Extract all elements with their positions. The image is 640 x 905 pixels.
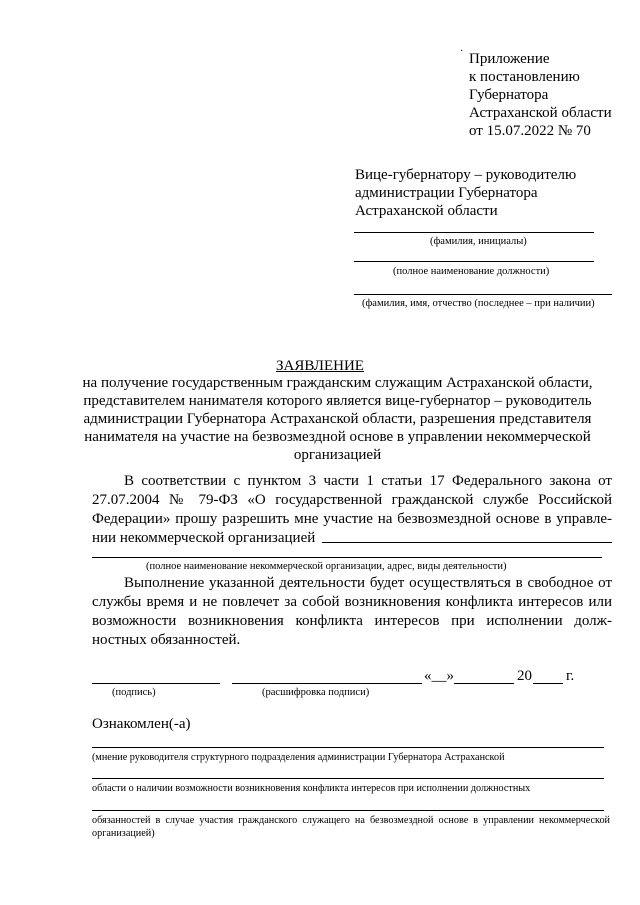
title-description — [60, 374, 615, 464]
opinion-line-3 — [92, 810, 604, 811]
date-year-line — [533, 683, 563, 684]
title-line-4: нанимателя на участие на безвозмездной основе в управлении некоммерческой — [84, 429, 591, 445]
addressee-caption-name: (фамилия, инициалы) — [430, 236, 527, 247]
caption-signature-decoding: (расшифровка подписи) — [262, 687, 370, 698]
appendix-line-1: Приложение — [469, 51, 550, 67]
addressee-caption-position: (полное наименование должности) — [393, 266, 550, 277]
org-caption: (полное наименование некоммерческой организации, адрес, виды деятельности) — [146, 561, 507, 572]
opinion-caption-1: (мнение руководителя структурного подразделения администрации Губернатора Астраханской — [92, 752, 505, 763]
opinion-line-1 — [92, 747, 604, 748]
date-day-field: «__» — [424, 668, 454, 684]
signature-decoding-line — [232, 683, 422, 684]
opinion-caption-3: обязанностей в случае участия гражданского служащего на безвозмездной основе в управлении некоммерческой организацией) — [92, 815, 610, 839]
appendix-block — [469, 50, 634, 140]
addressee-line-3: Астраханской области — [355, 203, 498, 219]
appendix-date-line: от 15.07.2022 № 70 — [469, 123, 591, 139]
body-paragraph-1: В соответствии с пунктом 3 части 1 статьи 17 Федерального закона от 27.07.2004 № 79-ФЗ «О государственной гражданской службе Российской Федерации» прошу разрешить мне участие на безвозмездной основе в управле-нии некоммерческой организацией — [92, 473, 612, 546]
org-name-line-2 — [92, 557, 602, 558]
scan-dot: · — [460, 46, 464, 57]
addressee-name-line — [354, 232, 594, 233]
appendix-line-4: Астраханской области — [469, 105, 612, 121]
title-line-1: на получение государственным гражданским служащим Астраханской области, — [82, 375, 593, 391]
appendix-line-2: к постановлению — [469, 69, 580, 85]
date-month-line — [454, 683, 514, 684]
appendix-line-3: Губернатора — [469, 87, 549, 103]
acknowledgement-label: Ознакомлен(-а) — [92, 716, 191, 732]
addressee-line-1: Вице-губернатору – руководителю — [355, 167, 577, 183]
signature-line — [92, 683, 220, 684]
caption-signature: (подпись) — [112, 687, 156, 698]
date-year-prefix: 20 — [517, 668, 532, 684]
date-year-suffix: г. — [566, 668, 575, 684]
document-title: ЗАЯВЛЕНИЕ — [276, 358, 364, 374]
addressee-fio-line — [354, 294, 612, 295]
body-paragraph-2: Выполнение указанной деятельности будет осуществляться в свободное от службы время и не повлечет за собой возникновения конфликта интересов или возможности возникновения конфликта интересов при исполнении долж-ностных обязанностей. — [92, 575, 612, 648]
addressee-block — [355, 166, 615, 220]
addressee-line-2: администрации Губернатора — [355, 185, 538, 201]
title-line-3: администрации Губернатора Астраханской области, разрешения представителя — [83, 411, 592, 427]
title-line-2: представителем нанимателя которого является вице-губернатор – руководитель — [83, 393, 592, 409]
opinion-caption-2: области о наличии возможности возникновения конфликта интересов при исполнении должностных — [92, 783, 531, 794]
addressee-caption-fio: (фамилия, имя, отчество (последнее – при наличии) — [362, 298, 595, 309]
opinion-line-2 — [92, 778, 604, 779]
title-line-5: организацией — [293, 447, 382, 463]
addressee-position-line — [354, 261, 594, 262]
org-name-line-1 — [322, 542, 612, 543]
